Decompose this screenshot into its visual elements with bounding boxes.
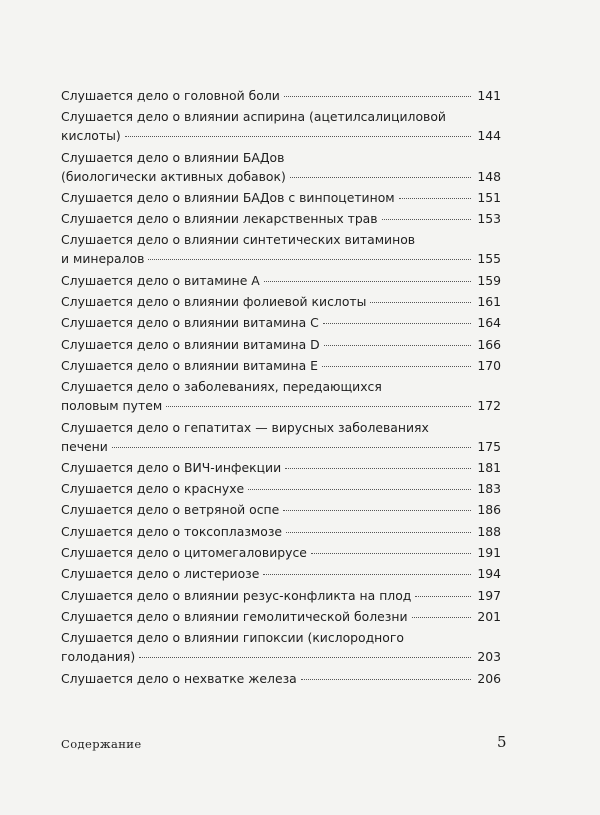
toc-entry-page: 164 [477, 315, 501, 331]
dot-leader [139, 657, 471, 658]
toc-entry-title-line: (биологически активных добавок) [61, 168, 286, 184]
toc-entry-page: 166 [477, 336, 501, 352]
toc-entry-title-line: голодания) [61, 649, 136, 665]
toc-entry-row [61, 564, 501, 583]
toc-entry-page: 148 [477, 168, 501, 184]
dot-leader [166, 406, 471, 407]
dot-leader [382, 219, 472, 220]
toc-entry-page: 203 [477, 649, 501, 665]
toc-entry-title-line: Слушается дело о влиянии гипоксии (кислородного [61, 630, 404, 646]
dot-leader [290, 177, 472, 178]
toc-entry-page: 161 [477, 294, 501, 310]
toc-entry-row [61, 188, 501, 207]
toc-entry-row [61, 479, 501, 498]
dot-leader [399, 198, 472, 199]
toc-entry-row [61, 607, 501, 626]
toc-entry-page: 159 [477, 272, 501, 288]
toc-entry-title-line: Слушается дело о влиянии аспирина (ацетилсалициловой [61, 109, 446, 125]
toc-entry-page: 183 [477, 481, 501, 497]
toc-entry [61, 418, 501, 456]
toc-entry-page: 170 [477, 357, 501, 373]
toc-entry-page: 201 [477, 608, 501, 624]
toc-entry [61, 107, 501, 145]
toc-entry-title-line: Слушается дело о краснухе [61, 481, 245, 497]
toc-entry-title-line: Слушается дело о нехватке железа [61, 670, 297, 686]
toc-entry-title-line: Слушается дело о влиянии фолиевой кислоты [61, 294, 367, 310]
toc-entry [61, 586, 501, 605]
toc-entry [61, 377, 501, 415]
toc-entry-title-line: Слушается дело о влиянии БАДов [61, 149, 285, 165]
toc-entry-title-line: Слушается дело о токсоплазмозе [61, 523, 283, 539]
toc-entry [61, 292, 501, 311]
dot-leader [412, 617, 472, 618]
toc-entry-row [61, 669, 501, 688]
toc-entry-title-line: Слушается дело о влиянии лекарственных трав [61, 211, 378, 227]
toc-entry [61, 458, 501, 477]
toc-entry-row [61, 500, 501, 519]
toc-entry-title-line: Слушается дело о влиянии витамина Е [61, 357, 318, 373]
toc-entry-title-line: Слушается дело о влиянии витамина С [61, 315, 319, 331]
toc-entry-row [61, 586, 501, 605]
toc-entry-row [61, 647, 501, 666]
toc-entry [61, 335, 501, 354]
toc-entry-row [61, 86, 501, 105]
toc-entry-title-line: Слушается дело о листериозе [61, 566, 260, 582]
toc-entry [61, 543, 501, 562]
toc-entry-title-line: Слушается дело о ВИЧ-инфекции [61, 459, 282, 475]
dot-leader [323, 323, 472, 324]
toc-entry-title-line: Слушается дело о витамине А [61, 272, 260, 288]
toc-entry-row [61, 458, 501, 477]
toc-entry-page: 155 [477, 251, 501, 267]
toc-entry [61, 86, 501, 105]
toc-entry-row [61, 209, 501, 228]
toc-entry-title-line: Слушается дело о влиянии резус-конфликта на плод [61, 587, 412, 603]
toc-entry-row [61, 396, 501, 415]
toc-entry [61, 607, 501, 626]
toc-entry-page: 153 [477, 211, 501, 227]
toc-entry [61, 356, 501, 375]
dot-leader [248, 489, 471, 490]
dot-leader [112, 447, 472, 448]
toc-entry-page: 144 [477, 128, 501, 144]
toc-entry-page: 197 [477, 587, 501, 603]
dot-leader [301, 679, 472, 680]
toc-entry-page: 186 [477, 502, 501, 518]
toc-entry-title-line: Слушается дело о гепатитах — вирусных заболеваниях [61, 419, 429, 435]
toc-entry [61, 522, 501, 541]
toc-entry [61, 564, 501, 583]
toc-entry [61, 271, 501, 290]
toc-entry-row [61, 292, 501, 311]
toc-entry-title-line: и минералов [61, 251, 145, 267]
toc-entry-title-line: кислоты) [61, 128, 121, 144]
toc-entry-row [61, 437, 501, 456]
toc-entry-row [61, 167, 501, 186]
dot-leader [286, 532, 471, 533]
toc-entry-title-line: печени [61, 438, 108, 454]
toc-entry-page: 175 [477, 438, 501, 454]
toc-entry [61, 148, 501, 186]
table-of-contents [61, 86, 501, 690]
toc-entry [61, 479, 501, 498]
toc-entry-row [61, 313, 501, 332]
toc-entry-page: 172 [477, 398, 501, 414]
toc-entry-row [61, 543, 501, 562]
toc-entry-title-line: Слушается дело о заболеваниях, передающихся [61, 379, 382, 395]
dot-leader [322, 366, 471, 367]
dot-leader [263, 574, 471, 575]
running-footer-title: Содержание [61, 737, 142, 751]
toc-entry [61, 188, 501, 207]
dot-leader [415, 596, 471, 597]
toc-entry-row [61, 522, 501, 541]
toc-entry-row [61, 335, 501, 354]
toc-entry-title-line: Слушается дело о ветряной оспе [61, 502, 280, 518]
toc-entry [61, 628, 501, 666]
toc-entry-title-line: Слушается дело о цитомегаловирусе [61, 545, 307, 561]
toc-entry-title-line: половым путем [61, 398, 163, 414]
toc-entry-page: 141 [477, 88, 501, 103]
toc-entry-title-line: Слушается дело о влиянии синтетических витаминов [61, 232, 416, 248]
toc-entry-row [61, 356, 501, 375]
toc-entry-row [61, 126, 501, 145]
dot-leader [148, 259, 471, 260]
toc-entry [61, 209, 501, 228]
toc-entry-page: 188 [477, 523, 501, 539]
toc-entry [61, 500, 501, 519]
dot-leader [311, 553, 471, 554]
toc-entry-page: 181 [477, 459, 501, 475]
toc-entry-title-line: Слушается дело о влиянии гемолитической болезни [61, 608, 408, 624]
toc-entry [61, 313, 501, 332]
toc-entry [61, 669, 501, 688]
toc-entry-title-line: Слушается дело о влиянии витамина D [61, 336, 320, 352]
toc-entry-title-line: Слушается дело о влиянии БАДов с винпоцетином [61, 189, 395, 205]
dot-leader [125, 136, 472, 137]
toc-entry-row [61, 249, 501, 268]
toc-entry-page: 191 [477, 545, 501, 561]
dot-leader [283, 510, 471, 511]
dot-leader [370, 302, 471, 303]
dot-leader [284, 96, 472, 97]
toc-entry-row [61, 271, 501, 290]
dot-leader [285, 468, 471, 469]
toc-entry-page: 151 [477, 189, 501, 205]
page-number: 5 [497, 733, 507, 751]
toc-entry-title-line: Слушается дело о головной боли [61, 88, 280, 103]
dot-leader [324, 345, 472, 346]
toc-entry [61, 230, 501, 268]
toc-entry-page: 206 [477, 670, 501, 686]
dot-leader [264, 281, 472, 282]
toc-entry-page: 194 [477, 566, 501, 582]
